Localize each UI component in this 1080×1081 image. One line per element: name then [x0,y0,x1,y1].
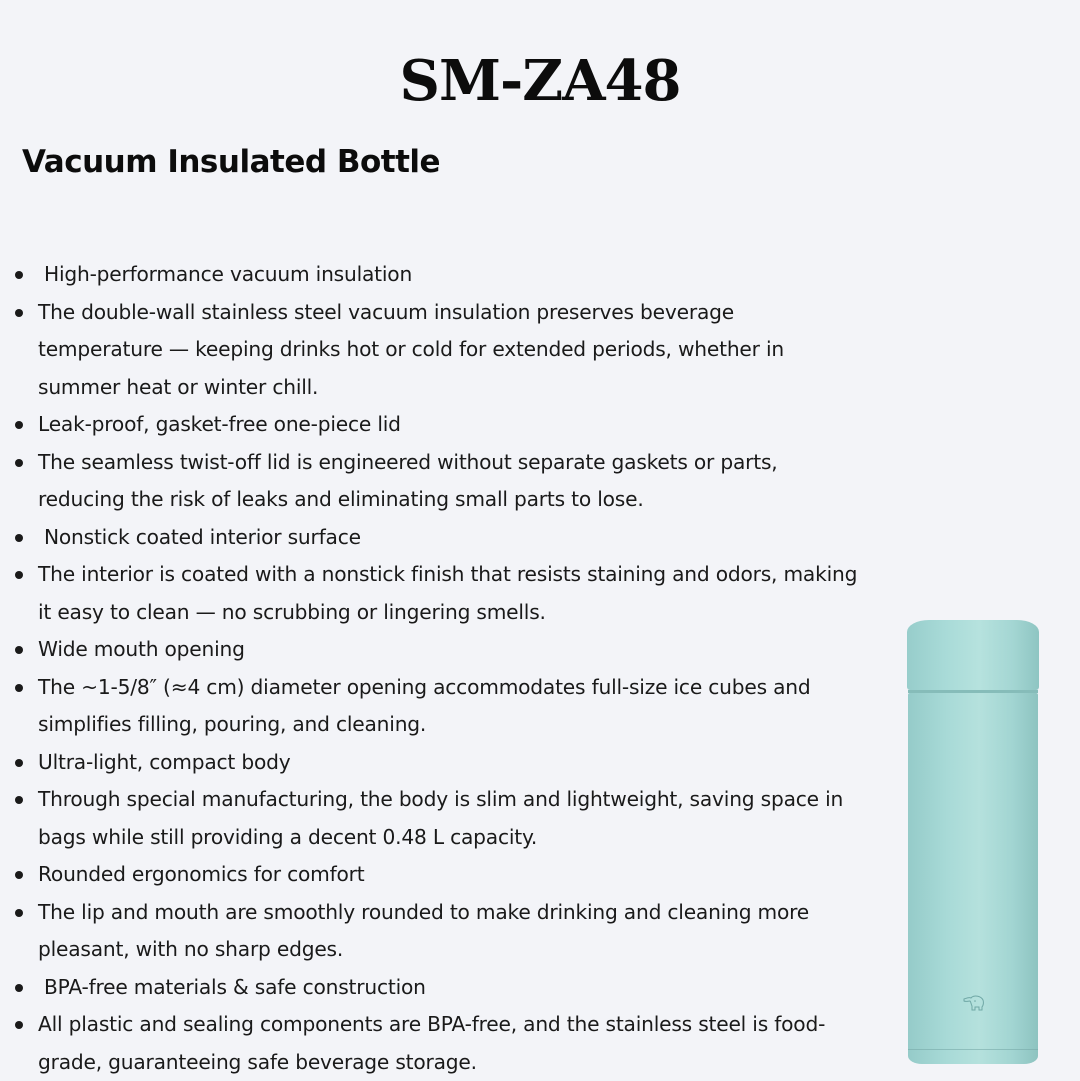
feature-detail: The double-wall stainless steel vacuum insulation preserves beverage temperature — keeping drinks hot or cold for extended periods, whether in summer heat or winter chill. [0,294,860,407]
feature-heading: BPA-free materials & safe construction [0,969,860,1007]
feature-heading: Leak-proof, gasket-free one-piece lid [0,406,860,444]
bottle-base-band [908,1049,1038,1050]
feature-detail: The lip and mouth are smoothly rounded to make drinking and cleaning more pleasant, with no sharp edges. [0,894,860,969]
bullet-icon [15,1021,23,1029]
feature-heading: Wide mouth opening [0,631,860,669]
feature-heading: High-performance vacuum insulation [0,256,860,294]
feature-detail: Through special manufacturing, the body is slim and lightweight, saving space in bags while still providing a decent 0.48 L capacity. [0,781,860,856]
bullet-icon [15,984,23,992]
bullet-icon [15,571,23,579]
bottle-body [908,693,1038,1064]
feature-detail: All plastic and sealing components are BPA-free, and the stainless steel is food-grade, guaranteeing safe beverage storage. [0,1006,860,1081]
bullet-icon [15,309,23,317]
bullet-icon [15,909,23,917]
elephant-logo-icon [963,995,985,1011]
bullet-icon [15,796,23,804]
product-model-title: SM-ZA48 [399,48,681,114]
product-subtitle: Vacuum Insulated Bottle [22,144,441,180]
bottle-image [907,620,1039,1064]
bullet-icon [15,759,23,767]
feature-detail: The ~1-5/8″ (≈4 cm) diameter opening accommodates full-size ice cubes and simplifies filling, pouring, and cleaning. [0,669,860,744]
bullet-icon [15,421,23,429]
bullet-icon [15,684,23,692]
feature-heading: Rounded ergonomics for comfort [0,856,860,894]
bullet-icon [15,646,23,654]
feature-detail: The interior is coated with a nonstick finish that resists staining and odors, making it easy to clean — no scrubbing or lingering smells. [0,556,860,631]
bullet-icon [15,871,23,879]
bullet-icon [15,534,23,542]
bottle-lid [907,620,1039,690]
feature-heading: Ultra-light, compact body [0,744,860,782]
feature-heading: Nonstick coated interior surface [0,519,860,557]
bullet-icon [15,271,23,279]
feature-list [0,256,860,1081]
feature-detail: The seamless twist-off lid is engineered without separate gaskets or parts, reducing the risk of leaks and eliminating small parts to lose. [0,444,860,519]
bullet-icon [15,459,23,467]
